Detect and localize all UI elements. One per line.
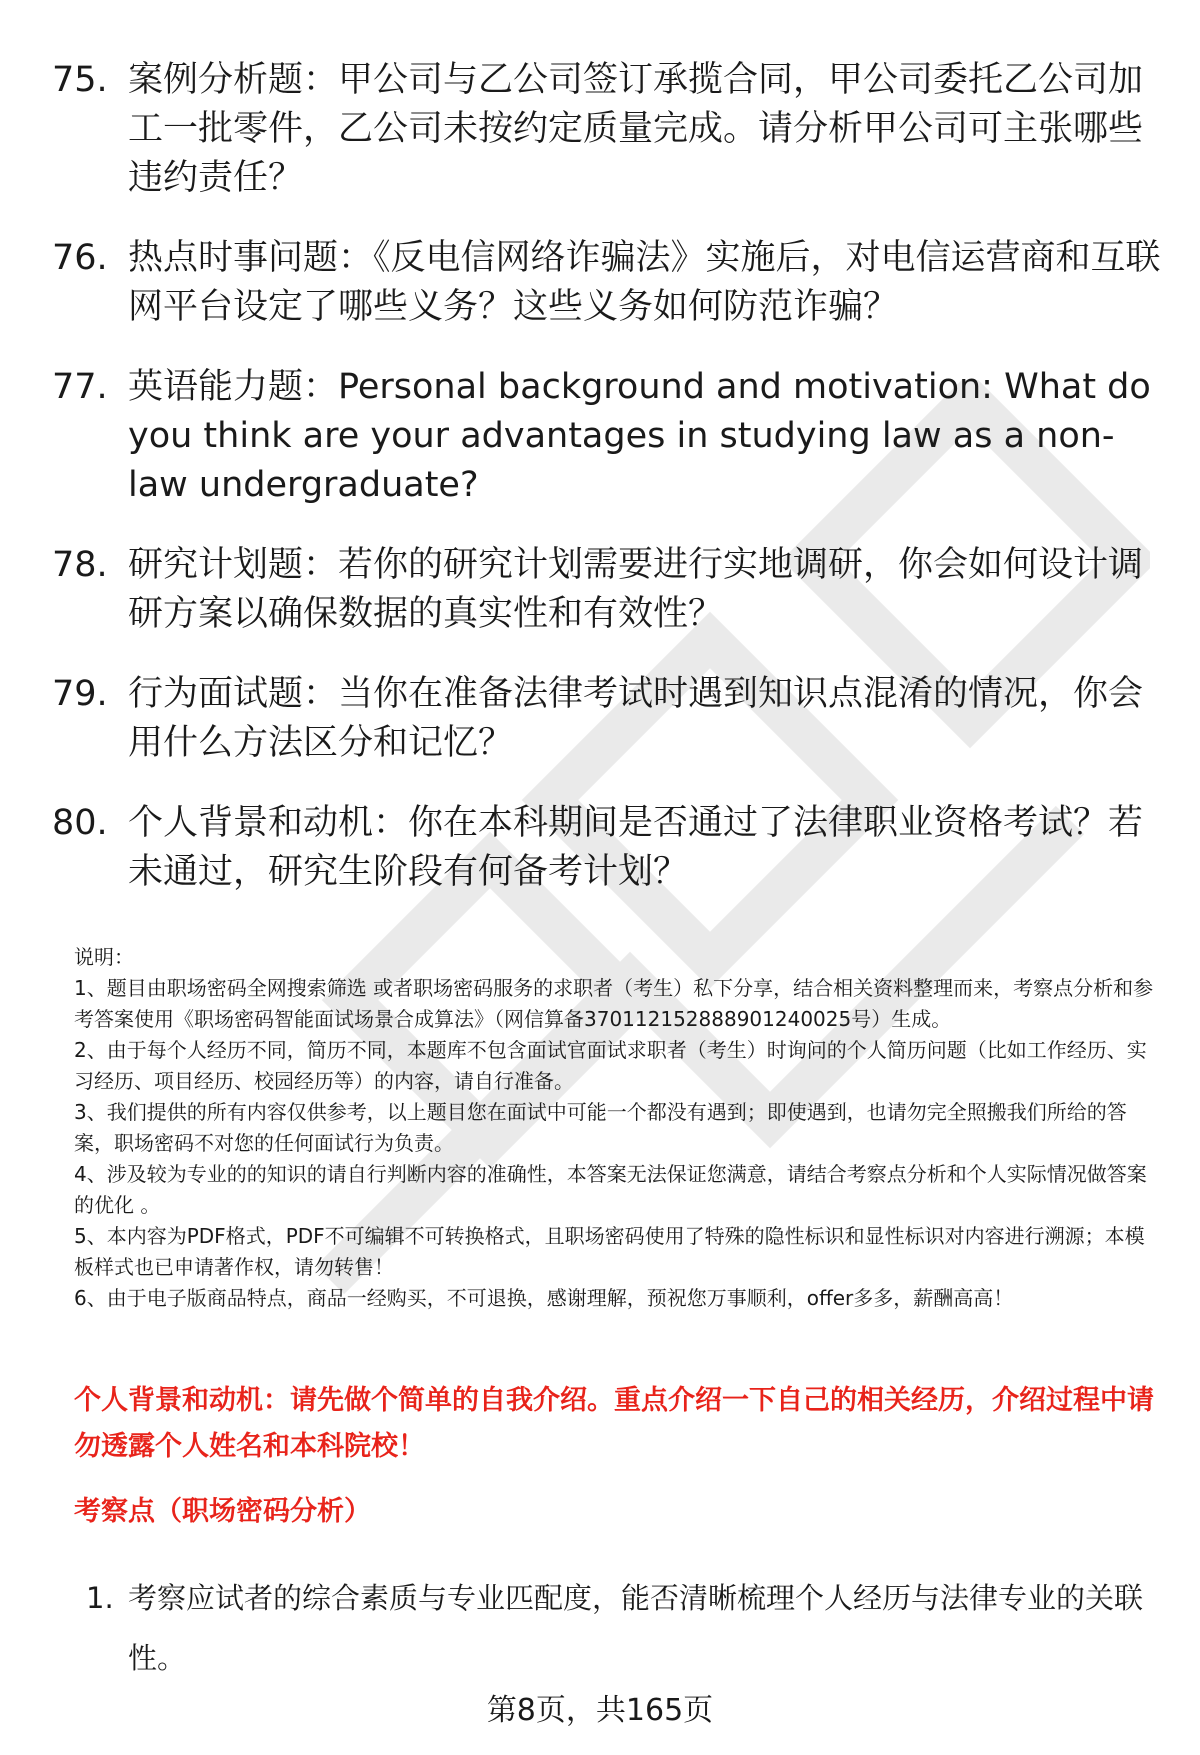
note-item: 2、由于每个人经历不同，简历不同，本题库不包含面试官面试求职者（考生）时询问的个人简历问题（比如工作经历、实习经历、项目经历、校园经历等）的内容，请自行准备。 (74, 1038, 1147, 1093)
question-number: 77. (52, 367, 108, 407)
note-item: 4、涉及较为专业的的知识的请自行判断内容的准确性，本答案无法保证您满意，请结合考察点分析和个人实际情况做答案的优化 。 (74, 1162, 1147, 1217)
question-item (52, 363, 1162, 510)
question-item (52, 799, 1162, 897)
question-item (52, 541, 1162, 639)
question-number: 78. (52, 545, 108, 585)
page-footer: 第8页，共165页 (486, 1693, 714, 1728)
question-text: 英语能力题：Personal background and motivation: What do you think are your advantages in studying law as a non-law undergraduate? (128, 367, 1151, 505)
note-item: 6、由于电子版商品特点，商品一经购买，不可退换，感谢理解，预祝您万事顺利，offer多多，薪酬高高！ (74, 1286, 1014, 1310)
question-text: 案例分析题：甲公司与乙公司签订承揽合同，甲公司委托乙公司加工一批零件，乙公司未按约定质量完成。请分析甲公司可主张哪些违约责任？ (128, 60, 1144, 198)
question-number: 76. (52, 238, 108, 278)
question-list (52, 56, 1162, 928)
question-text: 行为面试题：当你在准备法律考试时遇到知识点混淆的情况，你会用什么方法区分和记忆？ (128, 674, 1144, 763)
notes-heading: 说明： (74, 945, 134, 969)
note-item: 1、题目由职场密码全网搜索筛选 或者职场密码服务的求职者（考生）私下分享，结合相关资料整理而来，考察点分析和参考答案使用《职场密码智能面试场景合成算法》（网信算备370112152888901240025号）生成。 (74, 976, 1154, 1031)
question-number: 80. (52, 803, 108, 843)
point-number: 1. (86, 1581, 114, 1615)
question-item (52, 670, 1162, 768)
question-item (52, 234, 1162, 332)
question-item (52, 56, 1162, 203)
featured-question: 个人背景和动机：请先做个简单的自我介绍。重点介绍一下自己的相关经历，介绍过程中请勿透露个人姓名和本科院校！ (74, 1385, 1154, 1462)
analysis-point (86, 1568, 1156, 1688)
note-item: 5、本内容为PDF格式，PDF不可编辑不可转换格式，且职场密码使用了特殊的隐性标识和显性标识对内容进行溯源；本模板样式也已申请著作权，请勿转售！ (74, 1224, 1145, 1279)
question-number: 75. (52, 60, 108, 100)
point-text: 考察应试者的综合素质与专业匹配度，能否清晰梳理个人经历与法律专业的关联性。 (128, 1581, 1144, 1675)
question-number: 79. (52, 674, 108, 714)
question-text: 个人背景和动机：你在本科期间是否通过了法律职业资格考试？若未通过，研究生阶段有何备考计划？ (128, 803, 1144, 892)
section-title: 考察点（职场密码分析） (74, 1496, 371, 1527)
note-item: 3、我们提供的所有内容仅供参考，以上题目您在面试中可能一个都没有遇到；即使遇到，也请勿完全照搬我们所给的答案，职场密码不对您的任何面试行为负责。 (74, 1100, 1127, 1155)
question-text: 热点时事问题：《反电信网络诈骗法》实施后，对电信运营商和互联网平台设定了哪些义务？这些义务如何防范诈骗？ (128, 238, 1161, 327)
disclaimer-notes (74, 942, 1154, 1314)
question-text: 研究计划题：若你的研究计划需要进行实地调研，你会如何设计调研方案以确保数据的真实性和有效性？ (128, 545, 1144, 634)
